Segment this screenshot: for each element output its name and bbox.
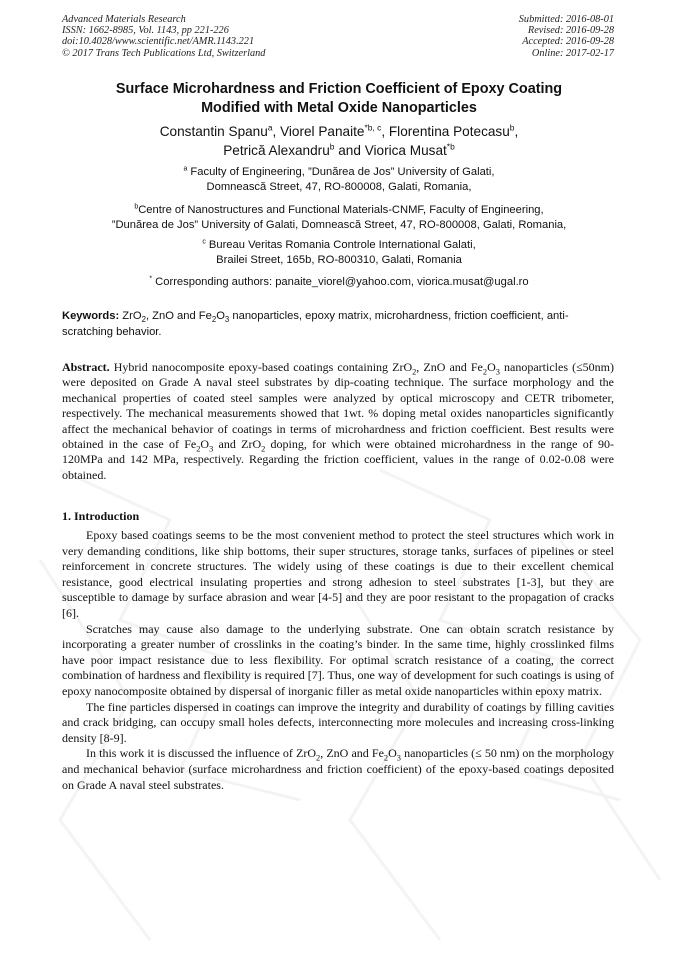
- abstract-text: Hybrid nanocomposite epoxy-based coatings containing ZrO: [109, 360, 413, 374]
- author-affil-mark: *b, c: [364, 122, 382, 133]
- subscript: 2: [412, 367, 417, 377]
- subscript: 2: [141, 315, 146, 325]
- paragraph-text: nanoparticles (≤ 50 nm) on the morphology and mechanical behavior (surface microhardness and friction coefficient) of the epoxy-based coatings deposited on Grade A naval steel substrates.: [62, 746, 614, 792]
- subscript: 3: [495, 367, 500, 377]
- affiliation-b: [40, 203, 638, 234]
- journal-doi: doi:10.4028/www.scientific.net/AMR.1143.221: [62, 36, 255, 48]
- journal-issn: ISSN: 1662-8985, Vol. 1143, pp 221-226: [62, 25, 229, 37]
- affiliation-line: ”Dunărea de Jos” University of Galati, Domnească Street, 47, RO-800008, Galati, Romania,: [111, 219, 567, 232]
- affiliation-line: [40, 238, 638, 253]
- abstract-text: doping, for which were obtained microhardness in the range of 90-120MPa and 142 MPa, respectively. Regarding the friction coefficient, values in the range of 0.02-0.08 were obtained.: [62, 437, 614, 482]
- affiliation-mark: a: [183, 165, 188, 173]
- subscript: 3: [209, 444, 214, 454]
- author-line-2: [40, 141, 638, 160]
- corresponding-text: Corresponding authors: panaite_viorel@yahoo.com, viorica.musat@ugal.ro: [152, 276, 529, 288]
- journal-name: Advanced Materials Research: [62, 14, 186, 25]
- subscript: 2: [316, 753, 321, 763]
- author-affil-mark: b: [329, 141, 335, 152]
- affiliation-text: Faculty of Engineering, ”Dunărea de Jos” University of Galati,: [187, 166, 495, 178]
- corresponding-authors: [40, 275, 638, 290]
- affiliation-line: [40, 275, 638, 290]
- keywords: [62, 309, 613, 340]
- abstract-text: and ZrO: [213, 437, 262, 452]
- paragraph: The fine particles dispersed in coatings can improve the integrity and durability of coatings by filling cavities and crack bridging, can occupy small holes defects, interconnecting more molecules and increasing cross-linking density [8-9].: [62, 699, 614, 745]
- corresponding-mark: *: [149, 275, 153, 283]
- title-line-2: Modified with Metal Oxide Nanoparticles: [201, 100, 477, 116]
- paragraph: [62, 746, 614, 793]
- abstract-text: , ZnO and Fe: [416, 360, 483, 374]
- date-submitted: Submitted: 2016-08-01: [518, 14, 614, 25]
- affiliation-mark: b: [134, 203, 139, 211]
- keywords-label: Keywords:: [62, 310, 120, 322]
- date-accepted: Accepted: 2016-09-28: [522, 36, 614, 48]
- affiliation-text: Centre of Nanostructures and Functional Materials-CNMF, Faculty of Engineering,: [138, 204, 544, 216]
- author-separator: ,: [514, 124, 519, 139]
- journal-header-left: [62, 14, 265, 59]
- subscript: 2: [383, 753, 389, 763]
- affiliation-line: [40, 203, 638, 218]
- journal-copyright: © 2017 Trans Tech Publications Ltd, Switzerland: [62, 47, 266, 59]
- author-affil-mark: a: [267, 122, 273, 133]
- subscript: 3: [224, 315, 230, 325]
- subscript: 3: [396, 753, 401, 763]
- introduction-body: [62, 528, 614, 793]
- affiliation-line: [40, 165, 638, 180]
- abstract-text: O: [200, 437, 210, 452]
- author-separator: ,: [381, 124, 389, 139]
- paragraph-text: , ZnO and Fe: [320, 746, 384, 761]
- author-affil-mark: *b: [446, 141, 455, 152]
- abstract-label: Abstract.: [62, 360, 110, 374]
- author-name: Viorica Musat: [364, 143, 447, 158]
- subscript: 2: [196, 444, 201, 454]
- affiliation-text: Bureau Veritas Romania Controle International Galati,: [205, 239, 476, 251]
- keywords-text: nanoparticles, epoxy matrix, microhardness, friction coefficient, anti-scratching behavior.: [62, 310, 569, 338]
- author-name: Florentina Potecasu: [388, 124, 510, 139]
- paragraph-text: O: [388, 746, 397, 761]
- author-name: Petrică Alexandru: [223, 143, 330, 158]
- affiliation-a: [40, 165, 638, 196]
- paragraph-text: In this work it is discussed the influence of ZrO: [86, 746, 317, 761]
- section-heading-introduction: 1. Introduction: [62, 509, 140, 523]
- abstract: [62, 360, 614, 483]
- author-name: Constantin Spanu: [159, 124, 268, 139]
- affiliation-mark: c: [202, 238, 206, 246]
- author-name: Viorel Panaite: [280, 124, 365, 139]
- subscript: 2: [261, 444, 266, 454]
- author-affil-mark: b: [509, 122, 515, 133]
- abstract-text: nanoparticles (≤50nm) were deposited on Grade A naval steel substrates by dip-coating technique. The surface morphology and the mechanical properties of coated steel samples were analyzed by optical microscopy and CETR tribometer, respectively. The mechanical measurements showed that 1wt. % doping metal oxides nanoparticles significantly affect the mechanical behavior of coatings in terms of microhardness and friction coefficient. Best results were obtained in the case of Fe: [62, 360, 614, 452]
- paragraph: Scratches may cause also damage to the underlying substrate. One can obtain scratch resistance by incorporating a greater number of crosslinks in the coating’s binder. In the same time, highly crosslinked films have poor impact resistance due to less flexibility. For optimal scratch resistance of a coating, the correct combination of hardness and flexibility is required [7]. Thus, one way of development for such coatings is using of epoxy nanocomposite obtained by dispersal of inorganic filler as metal oxide nanoparticles within epoxy matrix.: [62, 621, 614, 698]
- paragraph: Epoxy based coatings seems to be the most convenient method to protect the steel structures which work in very demanding conditions, like ship bottoms, their super structures, storage tanks, surfaces of pipelines or steel reinforcement in concrete structures. The widely using of these coatings is due to their excellent chemical resistance, good electrical insulating properties and strong adhesion to steel substrates [1-3], but they are susceptible to damage by surface abrasion and wear [4-5] and they are poor resistant to the propagation of cracks [6].: [62, 528, 614, 620]
- affiliation-c: [40, 238, 638, 269]
- subscript: 2: [211, 315, 217, 325]
- affiliation-line: Brailei Street, 165b, RO-800310, Galati, Romania: [216, 254, 462, 267]
- author-conjunction: and: [334, 143, 365, 158]
- date-revised: Revised: 2016-09-28: [527, 25, 614, 37]
- affiliation-line: Domnească Street, 47, RO-800008, Galati, Romania,: [206, 181, 472, 194]
- author-list: [40, 122, 638, 160]
- subscript: 2: [482, 367, 488, 377]
- keywords-text: , ZnO and Fe: [145, 310, 212, 322]
- keywords-text: ZrO: [119, 310, 142, 322]
- paper-title: [40, 80, 638, 118]
- keywords-text: O: [216, 310, 225, 322]
- title-line-1: Surface Microhardness and Friction Coefficient of Epoxy Coating: [115, 81, 563, 97]
- author-line-1: [40, 122, 638, 141]
- date-online: Online: 2017-02-17: [531, 47, 614, 59]
- author-separator: ,: [272, 124, 281, 139]
- abstract-text: O: [487, 360, 496, 374]
- journal-header-right: [519, 14, 614, 59]
